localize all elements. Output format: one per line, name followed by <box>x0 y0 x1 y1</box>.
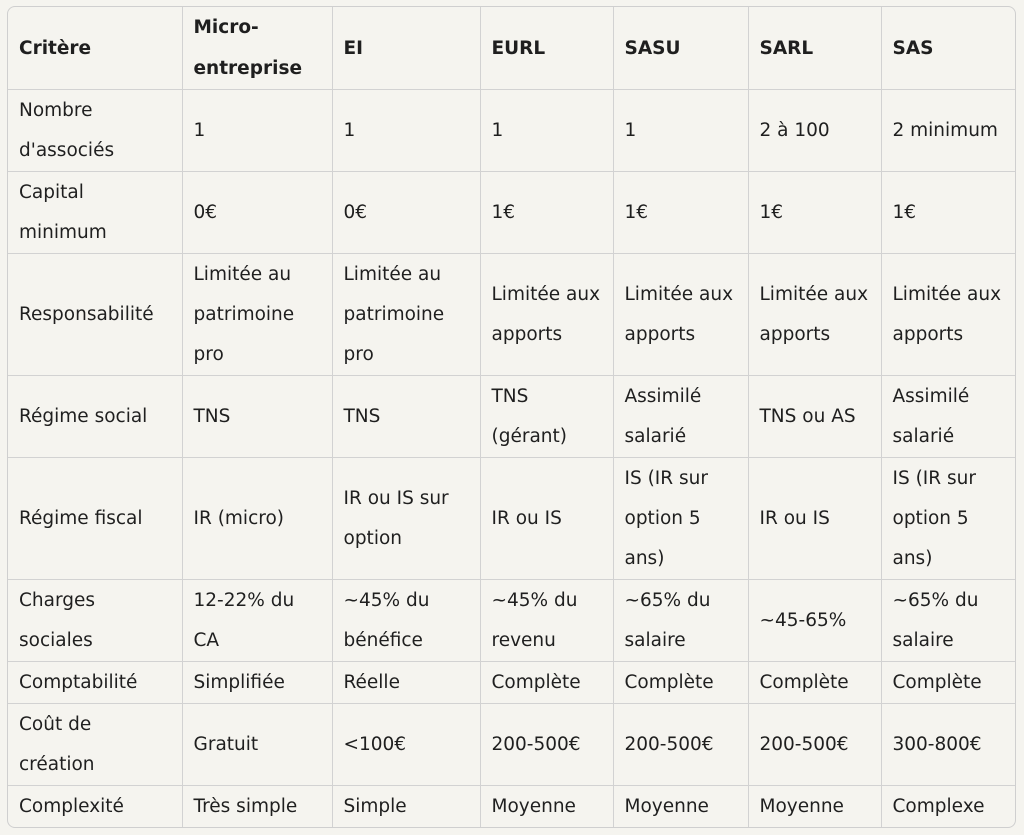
table-cell: Limitée aux apports <box>480 254 613 376</box>
table-cell: ~65% du salaire <box>613 580 748 662</box>
table-cell: <100€ <box>332 704 480 786</box>
table-cell: 200-500€ <box>748 704 881 786</box>
table-cell: IS (IR sur option 5 ans) <box>613 458 748 580</box>
table-cell: 200-500€ <box>613 704 748 786</box>
table-cell: IR ou IS <box>480 458 613 580</box>
table-cell: Limitée aux apports <box>613 254 748 376</box>
table-cell: Responsabilité <box>8 254 182 376</box>
header-cell-sas: SAS <box>881 7 1016 90</box>
table-header-row <box>8 7 1016 90</box>
table-cell: Limitée aux apports <box>881 254 1016 376</box>
table-cell: 1€ <box>613 172 748 254</box>
table-cell: IS (IR sur option 5 ans) <box>881 458 1016 580</box>
table-cell: TNS ou AS <box>748 376 881 458</box>
table-row-accounting <box>8 662 1016 704</box>
comparison-table-container <box>7 6 1016 828</box>
table-cell: 1 <box>332 90 480 172</box>
header-cell-micro-entreprise: Micro-entreprise <box>182 7 332 90</box>
table-cell: Complexe <box>892 795 985 817</box>
table-cell: IR ou IS sur option <box>332 458 480 580</box>
table-cell: Complexité <box>8 786 182 828</box>
table-cell: 12-22% du CA <box>182 580 332 662</box>
table-cell: Limitée au patrimoine pro <box>182 254 332 376</box>
table-cell: ~45% du revenu <box>480 580 613 662</box>
table-cell: 0€ <box>182 172 332 254</box>
table-cell: Régime fiscal <box>8 458 182 580</box>
table-cell: TNS (gérant) <box>480 376 613 458</box>
header-cell-criterion: Critère <box>8 7 182 90</box>
table-cell: Assimilé salarié <box>881 376 1016 458</box>
table-cell: Moyenne <box>748 786 881 828</box>
legal-status-comparison-table <box>8 7 1016 828</box>
table-cell: Charges sociales <box>8 580 182 662</box>
table-cell: Capital minimum <box>8 172 182 254</box>
table-cell: TNS <box>332 376 480 458</box>
table-cell: Simplifiée <box>182 662 332 704</box>
table-cell: Moyenne <box>480 786 613 828</box>
table-cell: Limitée aux apports <box>748 254 881 376</box>
table-cell: Gratuit <box>182 704 332 786</box>
table-cell: Simple <box>332 786 480 828</box>
table-cell: 0€ <box>332 172 480 254</box>
table-cell: Coût de création <box>8 704 182 786</box>
table-cell: Limitée au patrimoine pro <box>332 254 480 376</box>
table-cell: Assimilé salarié <box>613 376 748 458</box>
table-cell: Complète <box>881 662 1016 704</box>
table-cell: 1 <box>182 90 332 172</box>
header-cell-eurl: EURL <box>480 7 613 90</box>
table-cell: Nombre d'associés <box>8 90 182 172</box>
table-cell: Moyenne <box>613 786 748 828</box>
table-cell: IR ou IS <box>748 458 881 580</box>
table-cell: 1€ <box>748 172 881 254</box>
table-cell: ~45-65% <box>748 580 881 662</box>
table-cell: TNS <box>182 376 332 458</box>
table-cell: 200-500€ <box>480 704 613 786</box>
table-cell: IR (micro) <box>182 458 332 580</box>
header-cell-sasu: SASU <box>613 7 748 90</box>
table-cell: Complète <box>613 662 748 704</box>
table-cell: 2 minimum <box>881 90 1016 172</box>
table-row-creation-cost <box>8 704 1016 786</box>
table-cell: Complète <box>480 662 613 704</box>
header-cell-ei: EI <box>332 7 480 90</box>
table-row-social-charges <box>8 580 1016 662</box>
table-row-tax-regime <box>8 458 1016 580</box>
table-cell: Régime social <box>8 376 182 458</box>
table-cell: Très simple <box>182 786 332 828</box>
header-cell-sarl: SARL <box>748 7 881 90</box>
table-row-liability <box>8 254 1016 376</box>
table-row-capital <box>8 172 1016 254</box>
table-cell: ~65% du salaire <box>881 580 1016 662</box>
table-row-complexity <box>8 786 1016 828</box>
table-cell: ~45% du bénéfice <box>332 580 480 662</box>
table-row-associates <box>8 90 1016 172</box>
table-cell: 2 à 100 <box>748 90 881 172</box>
table-cell: Réelle <box>332 662 480 704</box>
table-row-social-regime <box>8 376 1016 458</box>
table-cell: Comptabilité <box>8 662 182 704</box>
table-cell: 300-800€ <box>881 704 1016 786</box>
table-cell: Complète <box>748 662 881 704</box>
table-cell: 1 <box>613 90 748 172</box>
table-cell: 1€ <box>881 172 1016 254</box>
table-cell: 1 <box>480 90 613 172</box>
table-cell: 1€ <box>480 172 613 254</box>
